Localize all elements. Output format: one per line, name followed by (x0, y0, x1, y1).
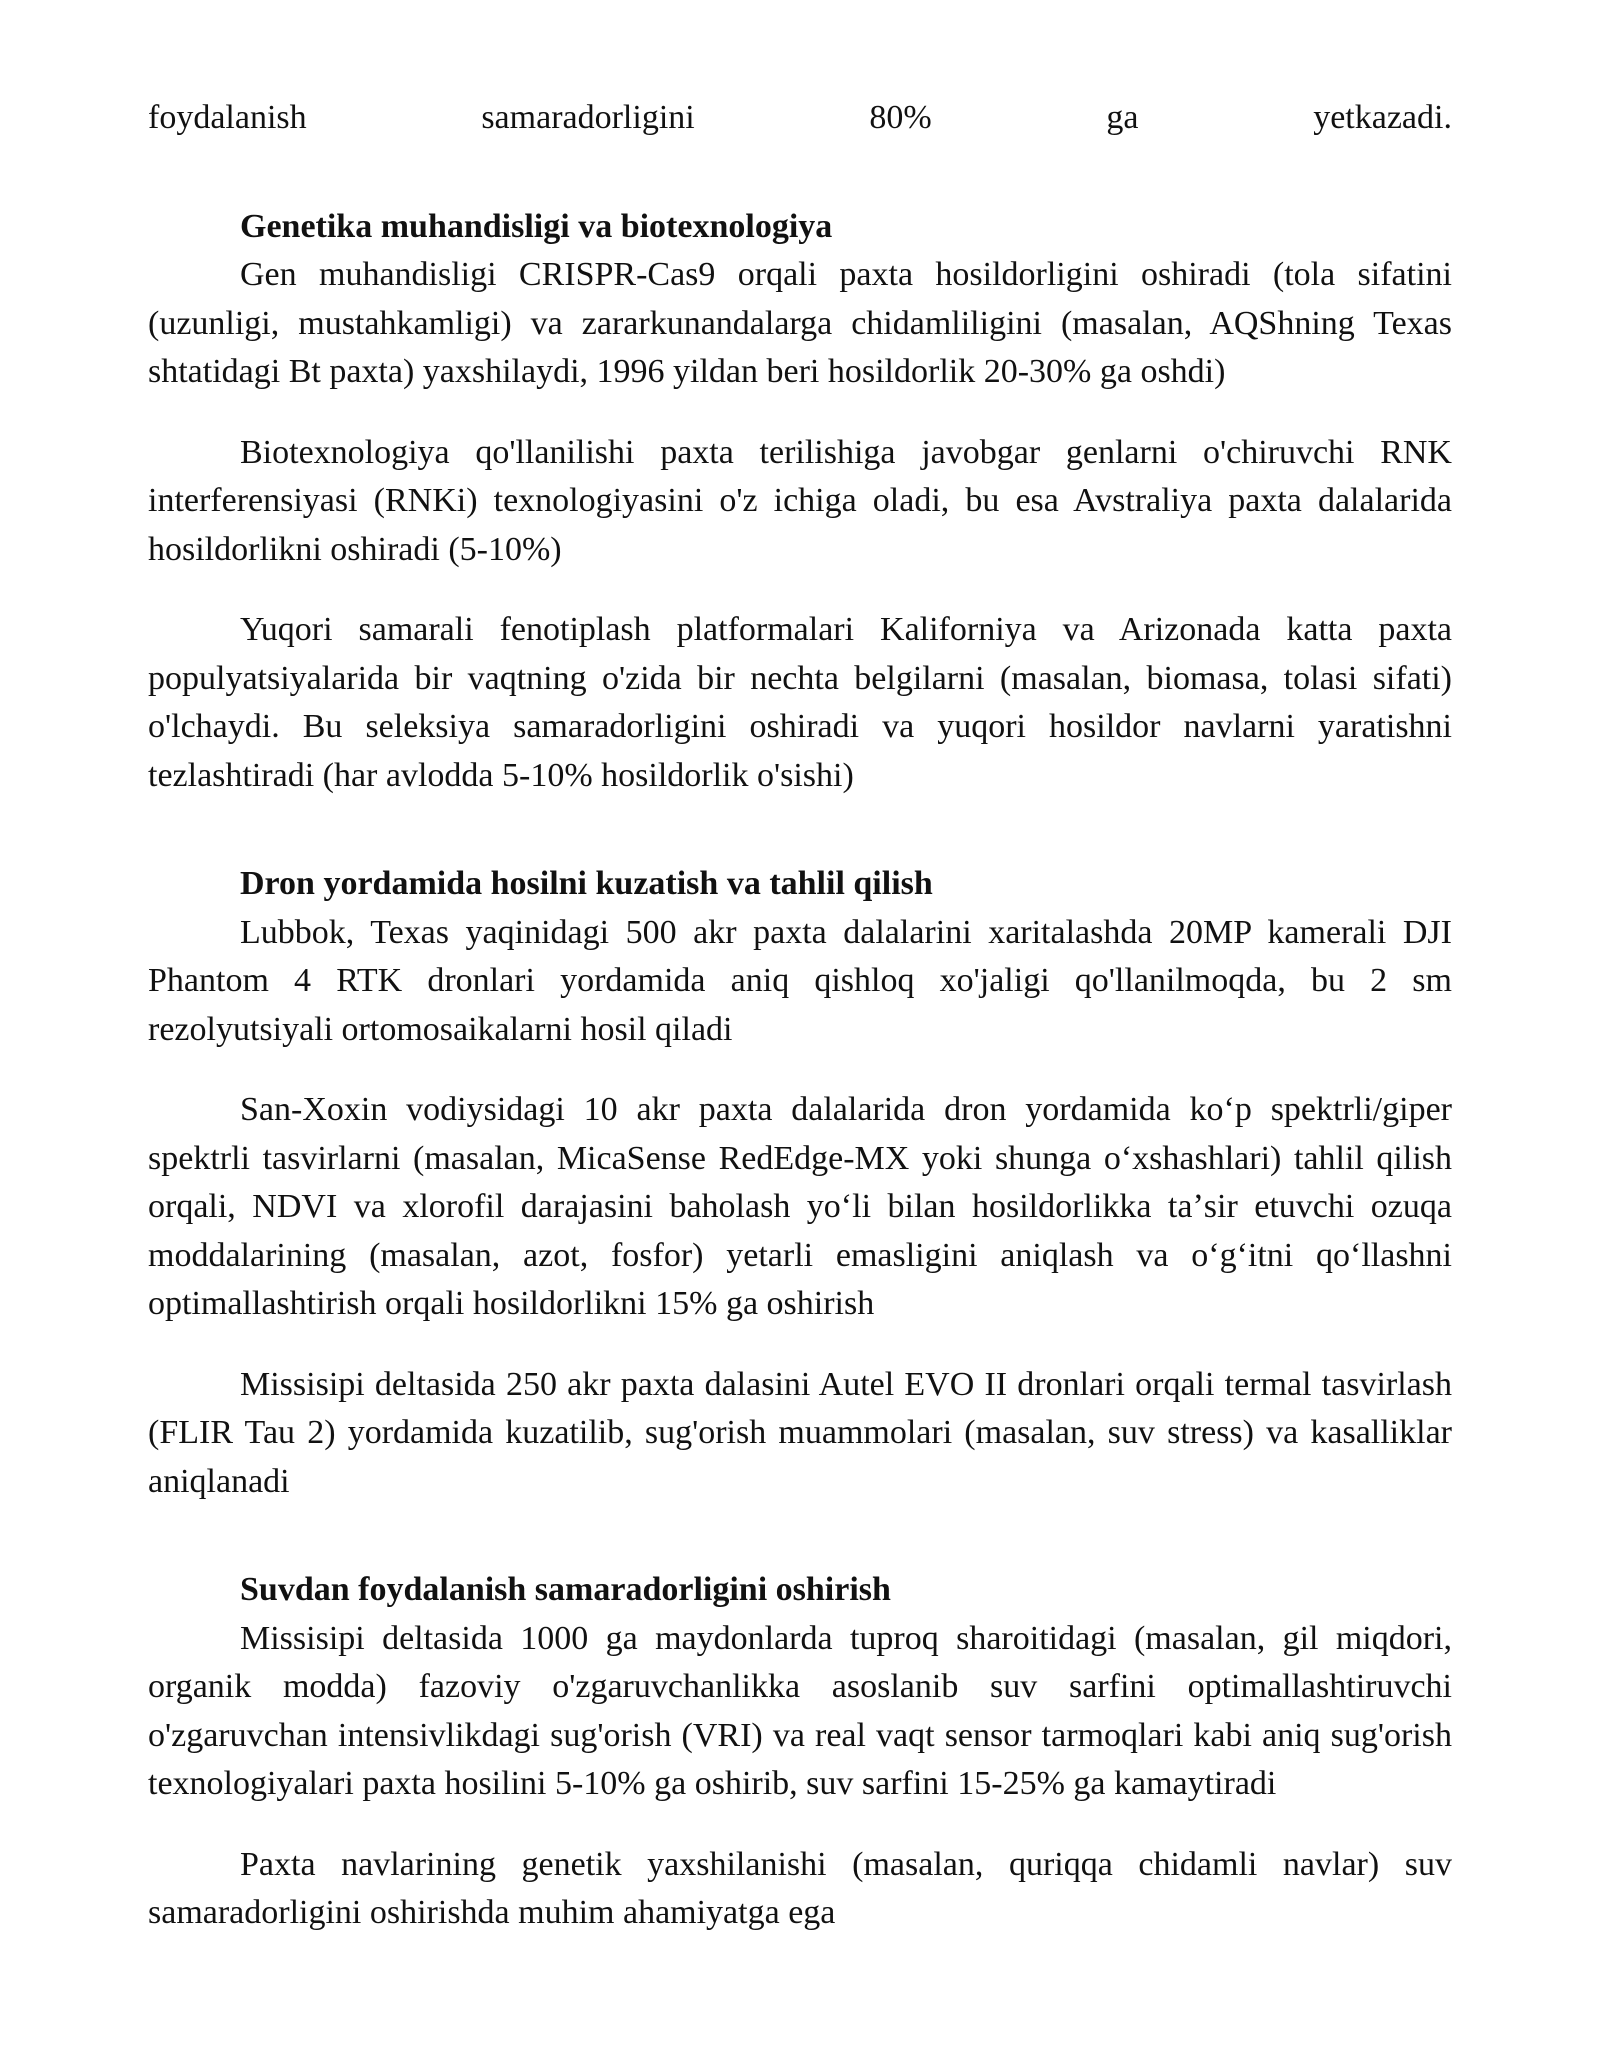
paragraph: San-Xoxin vodiysidagi 10 akr paxta dalalarida dron yordamida koʻp spektrli/giper spektrli tasvirlarni (masalan, MicaSense RedEdge-MX yoki shunga oʻxshashlari) tahlil qilish orqali, NDVI va xlorofil darajasini baholash yoʻli bilan hosildorlikka taʼsir etuvchi ozuqa moddalarining (masalan, azot, fosfor) yetarli emasligini aniqlash va oʻgʻitni qoʻllashni optimallashtirish orqali hosildorlikni 15% ga oshirish (148, 1091, 1452, 1322)
section-heading-water: Suvdan foydalanish samaradorligini oshirish (240, 1571, 891, 1608)
word: yetkazadi. (1313, 99, 1452, 136)
section-heading-genetics: Genetika muhandisligi va biotexnologiya (240, 207, 833, 245)
word: samaradorligini (481, 99, 695, 136)
paragraph: Yuqori samarali fenotiplash platformalari Kaliforniya va Arizonada katta paxta populyatsiyalarida bir vaqtning o'zida bir nechta belgilarni (masalan, biomasa, tolasi sifati) o'lchaydi. Bu seleksiya samaradorligini oshiradi va yuqori hosildor navlarni yaratishni tezlashtiradi (har avlodda 5-10% hosildorlik o'sishi) (148, 611, 1452, 794)
word: foydalanish (148, 99, 307, 136)
word: ga (1106, 99, 1139, 136)
document-page (148, 90, 1452, 1938)
paragraph: Biotexnologiya qo'llanilishi paxta terilishiga javobgar genlarni o'chiruvchi RNK interferensiyasi (RNKi) texnologiyasini o'z ichiga oladi, bu esa Avstraliya paxta dalalarida hosildorlikni oshiradi (5-10%) (148, 433, 1452, 568)
paragraph: Missisipi deltasida 1000 ga maydonlarda tuproq sharoitidagi (masalan, gil miqdori, organik modda) fazoviy o'zgaruvchanlikka asoslanib suv sarfini optimallashtiruvchi o'zgaruvchan intensivlikdagi sug'orish (VRI) va real vaqt sensor tarmoqlari kabi aniq sug'orish texnologiyalari paxta hosilini 5-10% ga oshirib, suv sarfini 15-25% ga kamaytiradi (148, 1619, 1452, 1802)
paragraph: Paxta navlarining genetik yaxshilanishi (masalan, quriqqa chidamli navlar) suv samaradorligini oshirishda muhim ahamiyatga ega (148, 1845, 1452, 1931)
continued-line (148, 90, 1452, 143)
word: 80% (869, 99, 932, 136)
paragraph: Gen muhandisligi CRISPR-Cas9 orqali paxta hosildorligini oshiradi (tola sifatini (uzunligi, mustahkamligi) va zararkunandalarga chidamliligini (masalan, AQShning Texas shtatidagi Bt paxta) yaxshilaydi, 1996 yildan beri hosildorlik 20-30% ga oshdi) (148, 256, 1452, 390)
paragraph: Missisipi deltasida 250 akr paxta dalasini Autel EVO II dronlari orqali termal tasvirlash (FLIR Tau 2) yordamida kuzatilib, sug'orish muammolari (masalan, suv stress) va kasalliklar aniqlanadi (148, 1365, 1452, 1500)
section-heading-drone: Dron yordamida hosilni kuzatish va tahlil qilish (240, 865, 933, 902)
paragraph: Lubbok, Texas yaqinidagi 500 akr paxta dalalarini xaritalashda 20MP kamerali DJI Phantom 4 RTK dronlari yordamida aniq qishloq xo'jaligi qo'llanilmoqda, bu 2 sm rezolyutsiyali ortomosaikalarni hosil qiladi (148, 913, 1452, 1048)
